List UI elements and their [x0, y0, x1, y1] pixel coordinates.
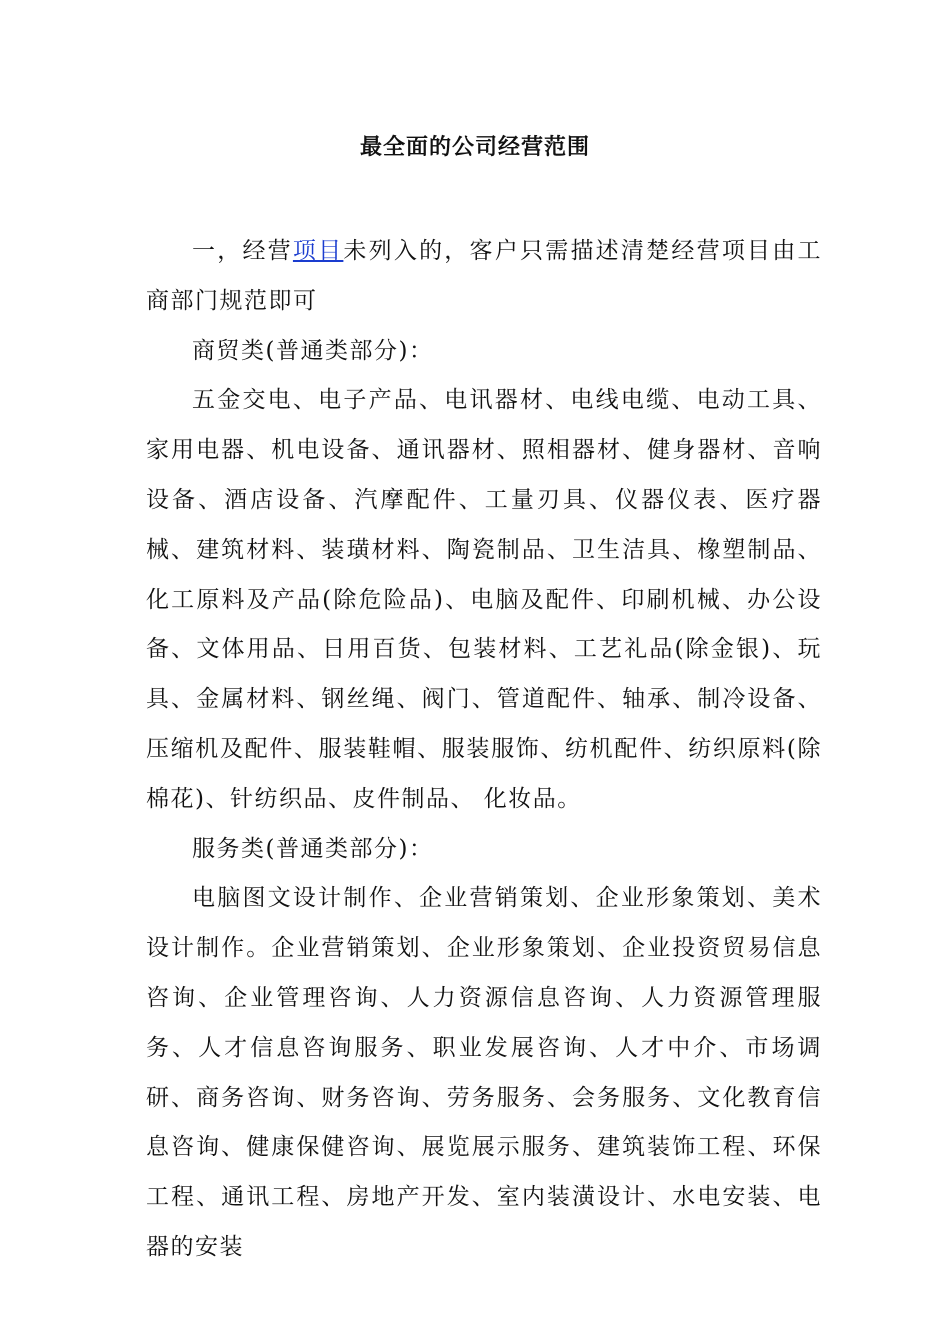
document-title: 最全面的公司经营范围 — [359, 135, 590, 160]
service-heading: 服务类(普通类部分)： — [192, 835, 434, 862]
intro-text-before: 一，经营 — [192, 238, 293, 264]
intro-paragraph — [146, 227, 822, 327]
document-body — [146, 227, 822, 1273]
service-list-paragraph: 电脑图文设计制作、企业营销策划、企业形象策划、美术设计制作。企业营销策划、企业形象策划、企业投资贸易信息咨询、企业管理咨询、人力资源信息咨询、人力资源管理服务、人才信息咨询服务、职业发展咨询、人才中介、市场调研、商务咨询、财务咨询、劳务服务、会务服务、文化教育信息咨询、健康保健咨询、展览展示服务、建筑装饰工程、环保工程、通讯工程、房地产开发、室内装潢设计、水电安装、电器的安装 — [146, 885, 822, 1260]
trade-list-paragraph: 五金交电、电子产品、电讯器材、电线电缆、电动工具、家用电器、机电设备、通讯器材、照相器材、健身器材、音响设备、酒店设备、汽摩配件、工量刃具、仪器仪表、医疗器械、建筑材料、装璜材料、陶瓷制品、卫生洁具、橡塑制品、化工原料及产品(除危险品)、电脑及配件、印刷机械、办公设备、文体用品、日用百货、包装材料、工艺礼品(除金银)、玩具、金属材料、钢丝绳、阀门、管道配件、轴承、制冷设备、压缩机及配件、服装鞋帽、服装服饰、纺机配件、纺织原料(除棉花)、针纺织品、皮件制品、 化妆品。 — [146, 387, 822, 812]
intro-text-after: 未列入的，客户只需描述清楚经营项目由工商部门规范即可 — [146, 238, 823, 314]
project-link[interactable]: 项目 — [292, 238, 344, 264]
trade-heading: 商贸类(普通类部分)： — [192, 337, 434, 364]
